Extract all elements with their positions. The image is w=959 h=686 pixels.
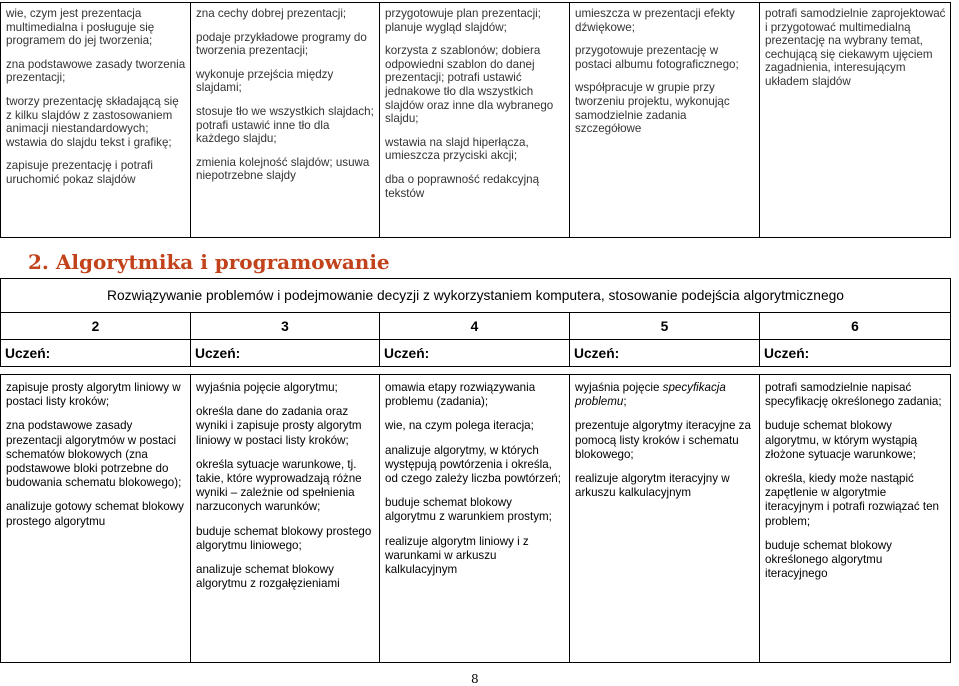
requirement-item: określa sytuacje warunkowe, tj. takie, które wyprowadzają różne wyniki – zależnie od spełnienia narzuconych warunków;	[196, 457, 362, 514]
requirement-item: tworzy prezentację składającą się z kilku slajdów z zastosowaniem animacji niestandardowych; wstawia do slajdu tekst i grafikę;	[6, 94, 179, 149]
requirement-item: potrafi samodzielnie zaprojektować i przygotować multimedialną prezentację na wybrany temat, cechującą się ciekawym ujęciem zagadnienia, interesującym układem slajdów	[765, 7, 946, 88]
section-description: Rozwiązywanie problemów i podejmowanie decyzji z wykorzystaniem komputera, stosowanie podejścia algorytmicznego	[107, 288, 844, 303]
requirement-item: wstawia na slajd hiperłącza, umieszcza przyciski akcji;	[385, 135, 529, 163]
requirement-item: wykonuje przejścia między slajdami;	[196, 67, 334, 95]
requirement-item: określa, kiedy może nastąpić zapętlenie w algorytmie iteracyjnym i potrafi rozwiązać ten problem;	[765, 472, 939, 528]
algorithmics-requirements-table	[0, 374, 951, 663]
grade-label: 4	[380, 313, 570, 340]
requirement-item: analizuje gotowy schemat blokowy prostego algorytmu	[6, 500, 184, 528]
previous-section-table	[0, 2, 951, 238]
requirement-item: podaje przykładowe programy do tworzenia prezentacji;	[196, 30, 367, 58]
section-description-cell	[1, 279, 951, 313]
grade-4-requirements-cell	[380, 3, 570, 238]
requirement-item: wie, na czym polega iteracja;	[385, 419, 534, 433]
requirement-item: zna podstawowe zasady prezentacji algorytmów w postaci schematów blokowych (zna podstawowe bloki potrzebne do budowania schematu blokowego);	[6, 419, 182, 490]
student-label: Uczeń:	[760, 340, 951, 367]
requirement-item: buduje schemat blokowy algorytmu, w którym wystąpią złożone sytuacje warunkowe;	[765, 419, 918, 461]
requirement-item: dba o poprawność redakcyjną tekstów	[385, 172, 540, 200]
grade-2-requirements-cell	[1, 3, 191, 238]
requirement-item: umieszcza w prezentacji efekty dźwiękowe;	[575, 7, 735, 34]
requirement-item: realizuje algorytm iteracyjny w arkuszu kalkulacyjnym	[575, 472, 730, 500]
table-row	[1, 340, 951, 367]
page-number: 8	[471, 672, 479, 686]
requirement-item: realizuje algorytm liniowy i z warunkami w arkuszu kalkulacyjnym	[385, 534, 529, 577]
requirement-item: buduje schemat blokowy prostego algorytmu liniowego;	[196, 524, 372, 552]
section-title: 2. Algorytmika i programowanie	[28, 250, 390, 274]
requirement-text: ;	[623, 395, 627, 409]
requirement-item: przygotowuje plan prezentacji; planuje wygląd slajdów;	[385, 7, 541, 34]
table-row	[1, 3, 951, 238]
requirement-item: wyjaśnia pojęcie algorytmu;	[196, 381, 338, 394]
grade-6-requirements-cell	[760, 375, 951, 663]
table-row	[1, 279, 951, 313]
grade-label: 3	[191, 313, 380, 340]
requirement-item: potrafi samodzielnie napisać specyfikację określonego zadania;	[765, 381, 942, 409]
requirement-item: współpracuje w grupie przy tworzeniu projektu, wykonując samodzielnie zadania szczegółowe	[575, 81, 730, 136]
requirement-item: przygotowuje prezentację w postaci albumu fotograficznego;	[575, 44, 739, 71]
table-row	[1, 313, 951, 340]
grade-5-requirements-cell	[570, 3, 760, 238]
grade-label: 5	[570, 313, 760, 340]
requirement-item: stosuje tło we wszystkich slajdach; potrafi ustawić inne tło dla każdego slajdu;	[196, 104, 374, 146]
requirement-item: buduje schemat blokowy algorytmu z warunkiem prostym;	[385, 496, 552, 524]
requirement-item: zna cechy dobrej prezentacji;	[196, 7, 347, 20]
requirement-item: zapisuje prezentację i potrafi uruchomić pokaz slajdów	[6, 159, 153, 186]
requirement-item: korzysta z szablonów; dobiera odpowiedni szablon do danej prezentacji; potrafi ustawić jednakowe tło dla wszystkich slajdów oraz inne dla wybranego slajdu;	[385, 44, 554, 126]
student-label: Uczeń:	[191, 340, 380, 367]
grade-4-requirements-cell	[380, 375, 570, 663]
requirement-item	[575, 381, 755, 409]
requirement-item: zna podstawowe zasady tworzenia prezentacji;	[6, 57, 186, 85]
table-row	[1, 375, 951, 663]
grade-3-requirements-cell	[191, 375, 380, 663]
requirement-item: zmienia kolejność slajdów; usuwa niepotrzebne slajdy	[196, 155, 370, 183]
grade-6-requirements-cell	[760, 3, 951, 238]
requirement-item: prezentuje algorytmy iteracyjne za pomocą listy kroków i schematu blokowego;	[575, 419, 751, 461]
requirement-item: zapisuje prosty algorytm liniowy w postaci listy kroków;	[6, 381, 181, 409]
grade-3-requirements-cell	[191, 3, 380, 238]
requirement-text: wyjaśnia pojęcie	[575, 381, 663, 394]
student-label: Uczeń:	[570, 340, 760, 367]
grade-2-requirements-cell	[1, 375, 191, 663]
requirement-item: określa dane do zadania oraz wyniki i zapisuje prosty algorytm liniowy w postaci listy kroków;	[196, 405, 362, 447]
requirement-item: buduje schemat blokowy określonego algorytmu iteracyjnego	[765, 538, 892, 581]
grade-5-requirements-cell	[570, 375, 760, 663]
grade-label: 2	[1, 313, 191, 340]
grade-label: 6	[760, 313, 951, 340]
requirement-item: analizuje algorytmy, w których występują powtórzenia i określa, od czego zależy liczba powtórzeń;	[385, 443, 561, 486]
requirement-item: analizuje schemat blokowy algorytmu z rozgałęzieniami	[196, 563, 340, 591]
requirement-term: specyfikacja problemu	[575, 381, 726, 409]
student-label: Uczeń:	[380, 340, 570, 367]
requirement-item: omawia etapy rozwiązywania problemu (zadania);	[385, 381, 536, 409]
section-header-table	[0, 278, 951, 367]
requirement-item: wie, czym jest prezentacja multimedialna i posługuje się programem do jej tworzenia;	[6, 7, 155, 48]
student-label: Uczeń:	[1, 340, 191, 367]
